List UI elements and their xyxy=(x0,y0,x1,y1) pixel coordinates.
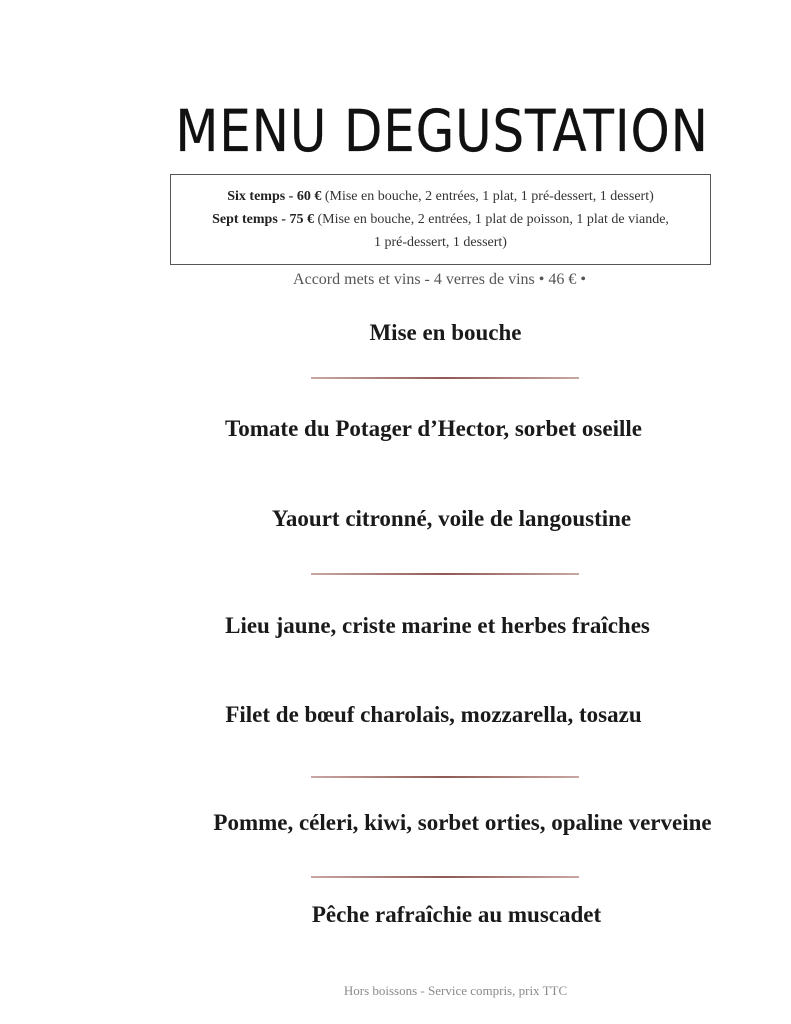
price-line-seven-courses xyxy=(175,208,706,231)
wine-pairing: Accord mets et vins - 4 verres de vins • 46 € • xyxy=(293,271,586,288)
seven-courses-details-continued: 1 pré-dessert, 1 dessert) xyxy=(374,235,507,250)
six-courses-details: (Mise en bouche, 2 entrées, 1 plat, 1 pré-dessert, 1 dessert) xyxy=(321,189,654,204)
price-line-six-courses xyxy=(175,185,706,208)
six-courses-price: Six temps - 60 € xyxy=(227,189,322,204)
divider xyxy=(311,876,579,878)
page-title-text: MENU DEGUSTATION xyxy=(175,97,710,165)
seven-courses-price: Sept temps - 75 € xyxy=(212,212,314,227)
divider xyxy=(311,776,579,778)
price-box xyxy=(170,174,711,265)
course-starter-1: Tomate du Potager d’Hector, sorbet oseille xyxy=(225,416,642,441)
page-title xyxy=(0,96,791,166)
course-starter-2: Yaourt citronné, voile de langoustine xyxy=(271,506,632,531)
course-meat: Filet de bœuf charolais, mozzarella, tosazu xyxy=(225,702,642,727)
divider xyxy=(311,573,579,575)
course-pre-dessert: Pomme, céleri, kiwi, sorbet orties, opaline verveine xyxy=(213,810,712,835)
divider xyxy=(311,377,579,379)
course-fish: Lieu jaune, criste marine et herbes fraîches xyxy=(225,613,650,638)
course-amuse-bouche: Mise en bouche xyxy=(369,320,522,345)
seven-courses-details: (Mise en bouche, 2 entrées, 1 plat de poisson, 1 plat de viande, xyxy=(313,212,669,227)
footer-note: Hors boissons - Service compris, prix TTC xyxy=(343,983,568,998)
course-dessert: Pêche rafraîchie au muscadet xyxy=(311,902,602,927)
